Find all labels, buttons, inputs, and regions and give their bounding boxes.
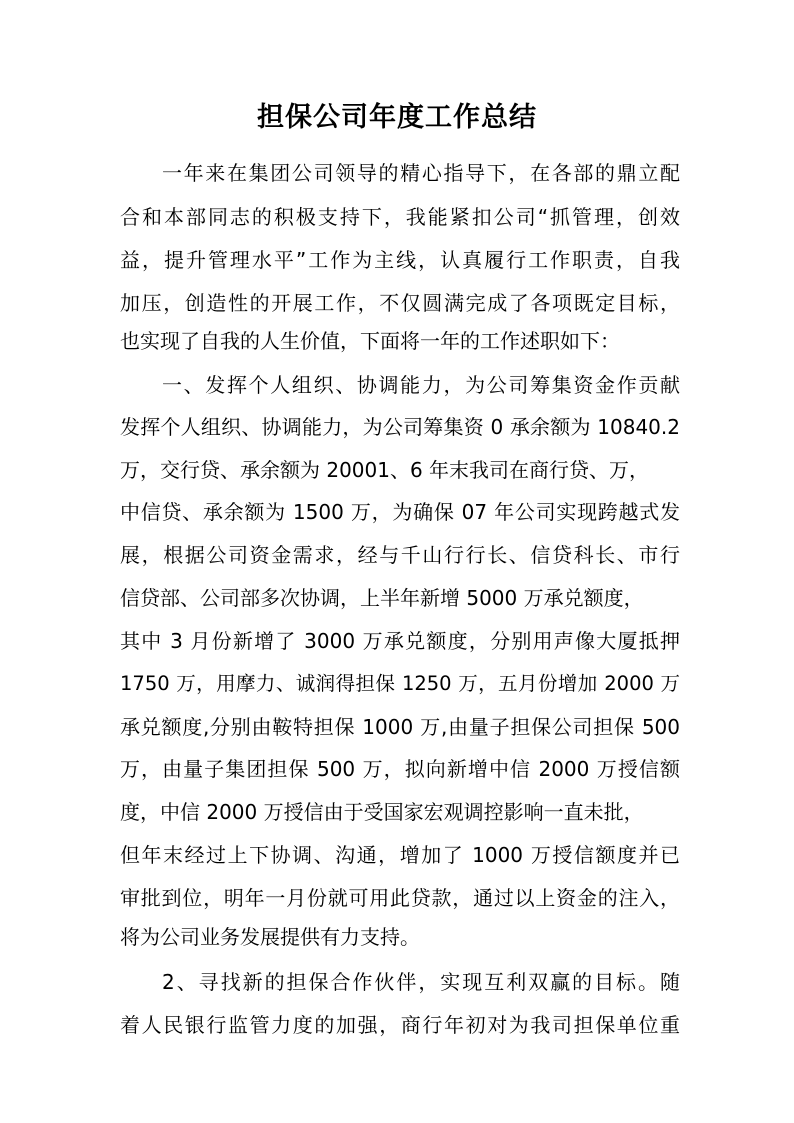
paragraph-line: 但年末经过上下协调、沟通，增加了 1000 万授信额度并已 bbox=[120, 843, 680, 867]
paragraph-line: 信贷部、公司部多次协调，上半年新增 5000 万承兑额度， bbox=[120, 586, 644, 610]
paragraph-line: 万，由量子集团担保 500 万，拟向新增中信 2000 万授信额 bbox=[120, 757, 680, 781]
paragraph-line: 着人民银行监管力度的加强，商行年初对为我司担保单位重 bbox=[120, 1013, 680, 1037]
document-title: 担保公司年度工作总结 bbox=[257, 102, 537, 133]
paragraph-line: 加压，创造性的开展工作，不仅圆满完成了各项既定目标， bbox=[120, 291, 680, 315]
paragraph-line: 将为公司业务发展提供有力支持。 bbox=[120, 925, 420, 949]
paragraph-line: 合和本部同志的积极支持下，我能紧扣公司“抓管理，创效 bbox=[120, 205, 680, 229]
paragraph-line: 也实现了自我的人生价值，下面将一年的工作述职如下： bbox=[120, 329, 620, 353]
paragraph-line: 一年来在集团公司领导的精心指导下，在各部的鼎立配 bbox=[162, 161, 680, 185]
paragraph-line: 度，中信 2000 万授信由于受国家宏观调控影响一直未批， bbox=[120, 800, 644, 824]
section-heading-line: 一、发挥个人组织、协调能力，为公司筹集资金作贡献 bbox=[162, 373, 680, 397]
paragraph-line: 万，交行贷、承余额为 20001、6 年末我司在商行贷、万， bbox=[120, 458, 650, 482]
paragraph-line: 承兑额度,分别由鞍特担保 1000 万,由量子担保公司担保 500 bbox=[120, 715, 680, 739]
paragraph-line: 1750 万，用摩力、诚润得担保 1250 万，五月份增加 2000 万 bbox=[120, 672, 680, 695]
paragraph-line: 展，根据公司资金需求，经与千山行行长、信贷科长、市行 bbox=[120, 543, 680, 567]
paragraph-line: 审批到位，明年一月份就可用此贷款，通过以上资金的注入， bbox=[120, 886, 680, 910]
paragraph-line: 中信贷、承余额为 1500 万，为确保 07 年公司实现跨越式发 bbox=[120, 500, 680, 524]
paragraph-line: 2、寻找新的担保合作伙伴，实现互利双赢的目标。随 bbox=[162, 970, 680, 994]
paragraph-line: 益，提升管理水平”工作为主线，认真履行工作职责，自我 bbox=[120, 248, 680, 272]
paragraph-line: 发挥个人组织、协调能力，为公司筹集资 0 承余额为 10840.2 bbox=[120, 415, 680, 439]
paragraph-line: 其中 3 月份新增了 3000 万承兑额度，分别用声像大厦抵押 bbox=[120, 629, 680, 653]
